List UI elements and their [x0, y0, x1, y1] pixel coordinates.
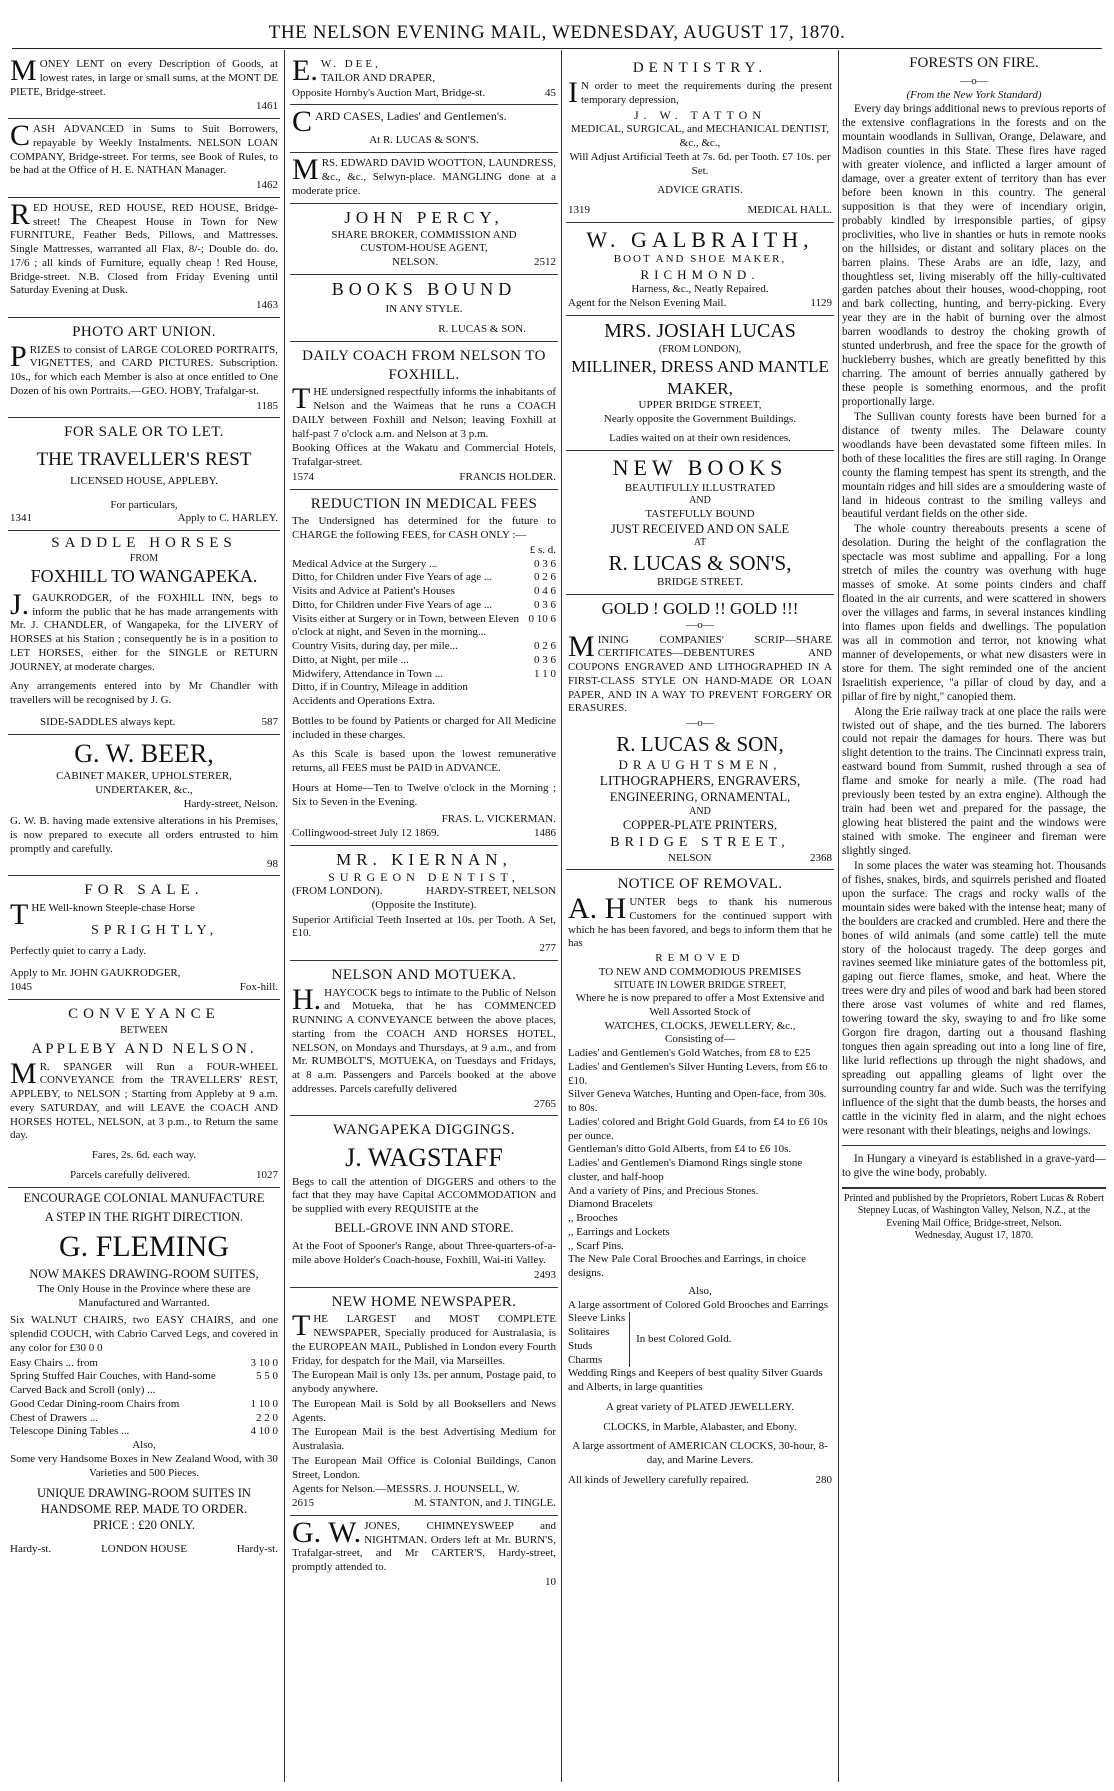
article-paragraph: Every day brings additional news to previous reports of the extensive conflagrations in the forests and on the mountain woodlands in Sullivan, Orange, Delaware, and Madison counties in this State. These fires have raged with greater violence, and inflicted a larger amount of damage, over a greater extent of territory than has ever before been known in this country. The general supposition is that they were of incendiary origin, probably kindled by irresponsible parties, of gipsy proclivities, who live in shanties or huts in remote nooks on the hillsides, or distant and solitary places on the barren plains. These Arabs are an idle, lazy, and thoughtless set, living miserably off the hilly-cultivated garden patches about their houses, wood-chopping, root and bark collecting, hunting, and berry-picking. Every year they are in the habit of burning over the almost barren woodlands to destroy the choking growth of stunted underbrush, and free the space for the growth of huckleberry bushes, which are greatly benefitted by this charring. The amount of berries annually gathered by these people is something enormous, and the profit proportionally large. [842, 103, 1106, 408]
fee-row: Ditto, for Children under Five Years of age ... 0 3 6 [292, 598, 556, 611]
fee-row: Visits and Advice at Patient's Houses 0 4 6 [292, 585, 556, 597]
column-rule [284, 50, 285, 1782]
ad-new-books: NEW BOOKS BEAUTIFULLY ILLUSTRATED AND TASTEFULLY BOUND JUST RECEIVED AND ON SALE AT R. LUCAS & SON'S, BRIDGE STREET. [566, 451, 834, 595]
column-rule [838, 50, 839, 1782]
article-body [842, 103, 1106, 1138]
article-paragraph: Along the Erie railway track at one place the rails were twisted out of shape, and the ties burned. The laborers could not repair the damages for hours. There was but slight detention to the trains. The Cincinnati express train, eastward bound from Summit, rushed through a sea of flame and smoke for nearly a mile. (The road had previously been tested by an extra engine). Although the train had been wet and prepared for the passage, the glowing heat blistered the paint and the windows were stained with smoke. The engineer and fireman were slightly singed. [842, 705, 1106, 857]
ad-conveyance: CONVEYANCE BETWEEN APPLEBY AND NELSON. M R. SPANGER will Run a FOUR-WHEEL CONVEYANCE from the TRAVELLERS' REST, APPLEBY, to NELSON ; Starting from Appleby at 9 a.m. every SATURDAY, and will LEAVE the COACH AND HORSES HOTEL, NELSON, at 3 p.m., to Return the same day. Fares, 2s. 6d. each way. Parcels carefully delivered. 1027 [8, 1000, 280, 1188]
hungary-note: In Hungary a vineyard is established in a grave-yard—to give the wine body, probably. [842, 1145, 1106, 1181]
list-item: And a variety of Pins, and Precious Stones. [568, 1184, 759, 1197]
fee-row: Medical Advice at the Surgery ... 0 3 6 [292, 557, 556, 570]
list-item: Ladies' and Gentlemen's Silver Hunting Levers, from £6 to £10. [568, 1060, 828, 1087]
ad-medical-fees: REDUCTION IN MEDICAL FEES The Undersigned has determined for the future to CHARGE the following FEES, for CASH ONLY :— £ s. d. Medical Advice at the Surgery ... 0 3 6 Ditto, for Children under Five Years of age ... 0 2 6 Visits and Advice at Patient's Houses 0 4 6 Ditto, for Children under Five Years of age ... 0 3 6 Visits either at Surgery or in Town, between Eleven o'clock at night, and Seven in the morning... 0 10 6 Country Visits, during day, per mile... 0 2 6 Ditto, at Night, per mile ... 0 3 6 Midwifery, Attendance in Town ... 1 1 0 Ditto, if in Country, Mileage in addition Accidents and Operations Extra. Bottles to be found by Patients or charged for All Medicine included in these charges. As this Scale is based upon the lowest remunerative returns, all FEES must be PAID in ADVANCE. Hours at Home—Ten to Twelve o'clock in the Morning ; Six to Seven in the Evening. FRAS. L. VICKERMAN. Collingwood-street July 12 1869. 1486 [290, 490, 558, 846]
list-item: The New Pale Coral Brooches and Earrings, in choice designs. [568, 1253, 806, 1279]
list-item: ,, Scarf Pins. [568, 1239, 624, 1252]
ad-nelson-motueka: NELSON AND MOTUEKA. H. HAYCOCK begs to intimate to the Public of Nelson and Motueka, that he has COMMENCED RUNNING A CONVEYANCE between the above places, starting from the COACH AND HORSES HOTEL, NELSON, on Mondays and Thursdays, at 9 a.m., and from Mr. RUMBOLT'S, MOTUEKA, on Tuesdays and Fridays, at 8 a.m. Passengers and Parcels booked at the above addresses. Parcels carefully delivered 2765 [290, 961, 558, 1117]
ad-loan-company: CASH ADVANCED in Sums to Suit Borrowers, repayable by Weekly Instalments. NELSON LOAN COMPANY, Bridge-street. For terms, see Book of Rules, to be had at the Office of H. E. NATHAN Manager. 1462 [8, 119, 280, 198]
price-row: Spring Stuffed Hair Couches, with Hand-some Carved Back and Scroll (only) ... 5 5 0 [10, 1370, 278, 1397]
column-2 [290, 54, 558, 1782]
fee-row: Country Visits, during day, per mile... 0 2 6 [292, 640, 556, 652]
list-item: Sleeve Links [568, 1312, 626, 1325]
ad-wootton-laundress: MRS. EDWARD DAVID WOOTTON, LAUNDRESS, &c., &c., Selwyn-place. MANGLING done at a moderate price. [290, 153, 558, 204]
ad-for-sale-horse: FOR SALE. THE Well-known Steeple-chase Horse SPRIGHTLY, Perfectly quiet to carry a Lady. Apply to Mr. JOHN GAUKRODGER, 1045 Fox-hill. [8, 876, 280, 999]
fee-row: Midwifery, Attendance in Town ... 1 1 0 [292, 667, 556, 680]
list-item: Solitaires [568, 1326, 610, 1338]
list-item: Studs [568, 1339, 593, 1352]
ad-galbraith: W. GALBRAITH, BOOT AND SHOE MAKER, RICHMOND. Harness, &c., Neatly Repaired. Agent for the Nelson Evening Mail. 1129 [566, 223, 834, 316]
ad-wangapeka-diggings: WANGAPEKA DIGGINGS. J. WAGSTAFF Begs to call the attention of DIGGERS and others to the fact that they may have Capital ACCOMMODATION and be supplied with every REQUISITE at the BELL-GROVE INN AND STORE. At the Foot of Spooner's Range, about Three-quarters-of-a-mile above Holder's Coach-house, Foxhill, Wai-iti Valley. 2493 [290, 1116, 558, 1287]
list-item: Ladies' and Gentlemen's Gold Watches, from £8 to £25 [568, 1047, 811, 1059]
price-row: Telescope Dining Tables ... 4 10 0 [10, 1425, 278, 1438]
ad-saddle-horses: SADDLE HORSES FROM FOXHILL TO WANGAPEKA. J. GAUKRODGER, of the FOXHILL INN, begs to inform the public that he has made arrangements with Mr. J. CHANDLER, of Wangapeka, for the LIVERY of HORSES at his Station ; consequently he is in a position to LET HORSES, either for the SINGLE or RETURN JOURNEY, at moderate charges. Any arrangements entered into by Mr Chandler with travellers will be recognised by J. G. SIDE-SADDLES always kept. 587 [8, 531, 280, 735]
fee-row: Ditto, for Children under Five Years of age ... 0 2 6 [292, 571, 556, 584]
price-row: Chest of Drawers ... 2 2 0 [10, 1411, 278, 1424]
price-row: Easy Chairs ... from 3 10 0 [10, 1356, 278, 1369]
fee-row: Visits either at Surgery or in Town, between Eleven o'clock at night, and Seven in the morning... 0 10 6 [292, 612, 556, 639]
ad-gold-lithographers: GOLD ! GOLD !! GOLD !!! —o— MINING COMPANIES' SCRIP—SHARE CERTIFICATES—DEBENTURES AND COUPONS ENGRAVED AND LITHOGRAPHED IN A FIRST-CLASS STYLE ON HAND-MADE OR LOAN PAPER, AND IN A WAY TO PREVENT FORGERY OR ERASURES. —o— R. LUCAS & SON, DRAUGHTSMEN, LITHOGRAPHERS, ENGRAVERS, ENGINEERING, ORNAMENTAL, AND COPPER-PLATE PRINTERS, BRIDGE STREET, NELSON 2368 [566, 595, 834, 871]
ad-g-fleming: ENCOURAGE COLONIAL MANUFACTURE A STEP IN THE RIGHT DIRECTION. G. FLEMING NOW MAKES DRAWING-ROOM SUITES, The Only House in the Province where these are Manufactured and Warranted. Six WALNUT CHAIRS, two EASY CHAIRS, and one splendid COUCH, with Cabrio Carved Legs, and covered in any color for £30 0 0 Easy Chairs ... from 3 10 0 Spring Stuffed Hair Couches, with Hand-some Carved Back and Scroll (only) ... 5 5 0 Good Cedar Dining-room Chairs from 1 10 0 Chest of Drawers ... 2 2 0 Telescope Dining Tables ... 4 10 0 Also, Some very Handsome Boxes in New Zealand Wood, with 30 Varieties and 500 Pieces. UNIQUE DRAWING-ROOM SUITES IN HANDSOME REP. MADE TO ORDER. PRICE : £20 ONLY. Hardy-st. LONDON HOUSE Hardy-st. [10, 1190, 278, 1556]
list-item: Charms [568, 1353, 603, 1366]
ad-photo-art-union: PHOTO ART UNION. PRIZES to consist of LARGE COLORED PORTRAITS, VIGNETTES, and CARD PICTURES. Subscription. 10s., for which each Member is also at once entitled to One Dozen of his own Portraits.—GEO. HOBY, Trafalgar-st. 1185 [8, 318, 280, 419]
list-item: Diamond Bracelets [568, 1198, 653, 1211]
list-item: Silver Geneva Watches, Hunting and Open-face, from 30s. to 80s. [568, 1088, 827, 1114]
masthead: THE NELSON EVENING MAIL, WEDNESDAY, AUGUST 17, 1870. [268, 22, 846, 43]
ad-european-mail: NEW HOME NEWSPAPER. THE LARGEST and MOST COMPLETE NEWSPAPER, Specially produced for Australasia, is the EUROPEAN MAIL, Published in London every Fourth Friday, for despatch for the Mail, via Marseilles. The European Mail is only 13s. per annum, Postage paid, to anybody anywhere. The European Mail is Sold by all Booksellers and News Agents. The European Mail is the best Advertising Medium for Australasia. The European Mail Office is Colonial Buildings, Canon Street, London. Agents for Nelson.—MESSRS. J. HOUNSELL, W. 2615 M. STANTON, and J. TINGLE. [290, 1288, 558, 1516]
ad-dentistry: DENTISTRY. I N order to meet the requirements during the present temporary depression, J. W. TATTON MEDICAL, SURGICAL, and MECHANICAL DENTIST, &c., &c., Will Adjust Artificial Teeth at 7s. 6d. per Tooth. £7 10s. per Set. ADVICE GRATIS. 1319 MEDICAL HALL. [566, 54, 834, 223]
article-paragraph: The whole country thereabouts presents a scene of desolation. During the height of the conflagration the spectacle was most sublime and appalling. For a long stretch of miles the country was overhung with huge masses of smoke. At some points cinders and chaff floated in the air currents, and were scattered in showers over the villages and farms, in several instances kindling into flames upon fields and dwellings. The population was all in commotion and terror, not knowing what manner of developements, or what new disasters were in store for them. The sight reminded one of the ancient Israelitish experience, "a pillar of cloud by day, and a pillar of fire by night," canopied them. [842, 523, 1106, 703]
list-item: ,, Brooches [568, 1212, 618, 1224]
ad-mrs-lucas-milliner: MRS. JOSIAH LUCAS (FROM LONDON), MILLINER, DRESS AND MANTLE MAKER, UPPER BRIDGE STREET, Nearly opposite the Government Buildings. Ladies waited on at their own residences. [566, 316, 834, 451]
article-paragraph: The Sullivan county forests have been burned for a distance of twenty miles. The Delaware county woodlands have been devastated some fifteen miles. In both of these localities the fires are still raging. In Orange county the flaming tempest has spent its strength, and the mountain ridges and hill sides are a smouldering waste of land in hideous contrast to the smiling valleys and beautiful verdant fields on the other side. [842, 410, 1106, 521]
ad-card-cases: CARD CASES, Ladies' and Gentlemen's. At R. LUCAS & SON'S. [290, 105, 558, 153]
imprint: Printed and published by the Proprietors, Robert Lucas & Robert Stepney Lucas, of Washington Valley, Nelson, N.Z., at the Evening Mail Office, Bridge-street, Nelson. Wednesday, August 17, 1870. [842, 1187, 1106, 1243]
article-paragraph: In some places the water was steaming hot. Thousands of fishes, snakes, birds, and squirrels perished and floated upon the surface. The crags and rocky walls of the mountain sides were baked with the intense heat; many of the boulders are cracked and crumbled. Here and there the bones of wild animals (and some cattle) tell the mute story of the holocaust tragedy. The deep gorges and ravines seemed like miniature gates of the bottomless pit, gaping out fierce flames, smoke, and heat. Where the trees were dry and piles of wood and bark had been stored there arose vast volumes of white and red flames, towering toward the sky, swaying to and fro like some Gorgon fire dragon, darting out a thousand flashing tongues then again spreading out into a long line of fire, like lurid reflections up through the night shadows, and spreading out appalling gleams of light over the surrounding country far and wide. Such was the terrifying influence of the sight that the dumb beasts, the horses and cattle in the vicinity fled in alarm, and the night echoes were resonant with their bleatings, neighs and lowings. [842, 859, 1106, 1137]
jewellery-list [568, 1047, 832, 1281]
ad-notice-of-removal: NOTICE OF REMOVAL. A. H UNTER begs to thank his numerous Customers for the continued support with which he has been favored, and begs to inform them that he has REMOVED TO NEW AND COMMODIOUS PREMISES SITUATE IN LOWER BRIDGE STREET, Where he is now prepared to offer a Most Extensive and Well Assorted Stock of WATCHES, CLOCKS, JEWELLERY, &c., Consisting of— Ladies' and Gentlemen's Gold Watches, from £8 to £25 Ladies' and Gentlemen's Silver Hunting Levers, from £6 to £10. Silver Geneva Watches, Hunting and Open-face, from 30s. to 80s. Ladies' colored and Bright Gold Guards, from £4 to £6 10s per ounce. Gentleman's ditto Gold Alberts, from £4 to £6 10s. Ladies' and Gentlemen's Diamond Rings single stone cluster, and half-hoop And a variety of Pins, and Precious Stones. Diamond Bracelets ,, Brooches ,, Earrings and Lockets ,, Scarf Pins. The New Pale Coral Brooches and Earrings, in choice designs. Also, A large assortment of Colored Gold Brooches and Earrings Sleeve Links Solitaires Studs Charms In best Colored Gold. Wedding Rings and Keepers of best quality Silver Guards and Alberts, in large quantities A great variety of PLATED JEWELLERY. CLOCKS, in Marble, Alabaster, and Ebony. A large assortment of AMERICAN CLOCKS, 30-hour, 8-day, and Marine Levers. All kinds of Jewellery carefully repaired. 280 [568, 876, 832, 1486]
article-forests-on-fire: FORESTS ON FIRE. —o— (From the New York Standard) Every day brings additional news to previous reports of the extensive conflagrations in the forests and on the mountain woodlands in Sullivan, Orange, Delaware, and Madison counties in this State. These fires have raged with greater violence, and inflicted a larger amount of damage, over a greater extent of territory than has ever before been known in this country. The general supposition is that they were of incendiary origin, probably kindled by irresponsible parties, of gipsy proclivities, who live in shanties or huts in remote nooks on the hillsides, or distant and solitary places on the barren plains. These Arabs are an idle, lazy, and thoughtless set, living miserably off the hilly-cultivated garden patches about their houses, wood-chopping, root and bark collecting, hunting, and berry-picking. Every year they are in the habit of burning over the almost barren woodlands to destroy the choking growth of stunted underbrush, and free the space for the growth of huckleberry bushes, which are greatly benefitted by this charring. The amount of berries annually gathered by these people is something enormous, and the profit proportionally large. The Sullivan county forests have been burned for a distance of twenty miles. The Delaware county woodlands have been devastated some fifteen miles. In both of these localities the fires are still raging. In Orange county the flaming tempest has spent its strength, and the mountain ridges and hill sides are a smouldering waste of land in hideous contrast to the smiling valleys and beautiful verdant fields on the other side. The whole country thereabouts presents a scene of desolation. During the height of the conflagration the spectacle was most sublime and appalling. For a long stretch of miles the country was overhung with huge masses of smoke. At some points cinders and chaff floated in the air currents, and were scattered in showers over the villages and farms, in several instances kindling into flames upon fields and dwellings. The population was all in commotion and terror, not knowing what manner of developements, or what new disasters were in store for them. The sight reminded one of the ancient Israelitish experience, "a pillar of cloud by day, and a pillar of fire by night," canopied them. Along the Erie railway track at one place the rails were twisted out of shape, and the ties burned. The laborers could not repair the damages for hours. There was but slight detention to the trains. The Cincinnati express train, eastward bound from Summit, rushed through a sea of flame and smoke for nearly a mile. (The road had previously been tested by an extra engine). Although the train had been wet and prepared for the passage, the glowing heat blistered the paint and the windows were stained with smoke. The engineer and fireman were slightly singed. In some places the water was steaming hot. Thousands of fishes, snakes, birds, and squirrels perished and floated upon the surface. The crags and rocky walls of the mountain sides were baked with the intense heat; many of the boulders are cracked and crumbled. Here and there the bones of wild animals (and some cattle) tell the mute story of the holocaust tragedy. The deep gorges and ravines seemed like miniature gates of the bottomless pit, gaping out fierce flames, smoke, and heat. Where the trees were dry and piles of wood and bark had been stored there arose vast volumes of white and red flames, towering toward the sky, swaying to and fro like some Gorgon fire dragon, darting out a thousand flashing tongues then again spreading out into a long line of fire, like lurid reflections up through the night shadows, and spreading out appalling gleams of light over the surrounding country far and wide. Such was the terrifying influence of the sight that the dumb beasts, the horses and cattle in the vicinity fled in alarm, and the night echoes were resonant with their bleatings, neighs and lowings. [842, 55, 1106, 1137]
top-rule [12, 48, 1102, 49]
list-item: ,, Earrings and Lockets [568, 1225, 670, 1238]
ad-red-house: RED HOUSE, RED HOUSE, RED HOUSE, Bridge-street! The Cheapest House in Town for New FURNITURE, Feather Beds, Pillows, and Mattresses. Single Mattresses, warranted all Flax, 8/-; Double do. do. 17/6 ; all kinds of Furniture, equally cheap ! Red House, Bridge-street. N.B. Closed from Friday Evening until Saturday Evening at Dusk. 1463 [8, 198, 280, 318]
ad-kiernan-dentist: MR. KIERNAN, SURGEON DENTIST, (FROM LONDON). HARDY-STREET, NELSON (Opposite the Institute). Superior Artificial Teeth Inserted at 10s. per Tooth. A Set, £10. 277 [290, 846, 558, 961]
list-item: Ladies' and Gentlemen's Diamond Rings single stone cluster, and half-hoop [568, 1157, 803, 1183]
list-item: Gentleman's ditto Gold Alberts, from £4 to £6 10s. [568, 1143, 792, 1156]
ad-mont-de-piete: MONEY LENT on every Description of Goods, at lowest rates, in large or small sums, at the MONT DE PIETE, Bridge-street. 1461 [8, 54, 280, 119]
ad-travellers-rest: FOR SALE OR TO LET. THE TRAVELLER'S REST LICENSED HOUSE, APPLEBY. For particulars, 1341 Apply to C. HARLEY. [8, 418, 280, 531]
column-1 [8, 54, 280, 1782]
fee-table [292, 558, 556, 682]
gold-items-group: Sleeve Links Solitaires Studs Charms In best Colored Gold. [568, 1312, 732, 1366]
ad-gw-beer: G. W. BEER, CABINET MAKER, UPHOLSTERER, UNDERTAKER, &c., Hardy-street, Nelson. G. W. B. having made extensive alterations in his Premises, is now prepared to execute all orders entrusted to him promptly and carefully. 98 [8, 735, 280, 877]
ad-daily-coach: DAILY COACH FROM NELSON TO FOXHILL. THE undersigned respectfully informs the inhabitants of Nelson and the Waimeas that he runs a COACH DAILY between Foxhill and Nelson; leaving Foxhill at half-past 7 o'clock a.m. and Nelson at 3 p.m. Booking Offices at the Wakatu and Commercial Hotels, Trafalgar-street. 1574 FRANCIS HOLDER. [290, 342, 558, 490]
list-item: Ladies' colored and Bright Gold Guards, from £4 to £6 10s per ounce. [568, 1115, 828, 1142]
furniture-price-list [10, 1357, 278, 1440]
price-row: Good Cedar Dining-room Chairs from 1 10 0 [10, 1397, 278, 1410]
column-4 [842, 54, 1106, 1782]
ad-ew-dee: E. W. DEE, TAILOR AND DRAPER, Opposite Hornby's Auction Mart, Bridge-st. 45 [290, 54, 558, 105]
ad-john-percy: JOHN PERCY, SHARE BROKER, COMMISSION AND CUSTOM-HOUSE AGENT, NELSON. 2512 [290, 204, 558, 275]
ad-books-bound: BOOKS BOUND IN ANY STYLE. R. LUCAS & SON. [290, 275, 558, 342]
ad-gw-jones: G. W. JONES, CHIMNEYSWEEP and NIGHTMAN. Orders left at Mr. BURN'S, Trafalgar-street, and Mr CARTER'S, Hardy-street, promptly attended to. 10 [292, 1515, 556, 1588]
fee-row: Ditto, at Night, per mile ... 0 3 6 [292, 653, 556, 666]
column-rule [561, 50, 562, 1782]
column-3 [566, 54, 834, 1782]
